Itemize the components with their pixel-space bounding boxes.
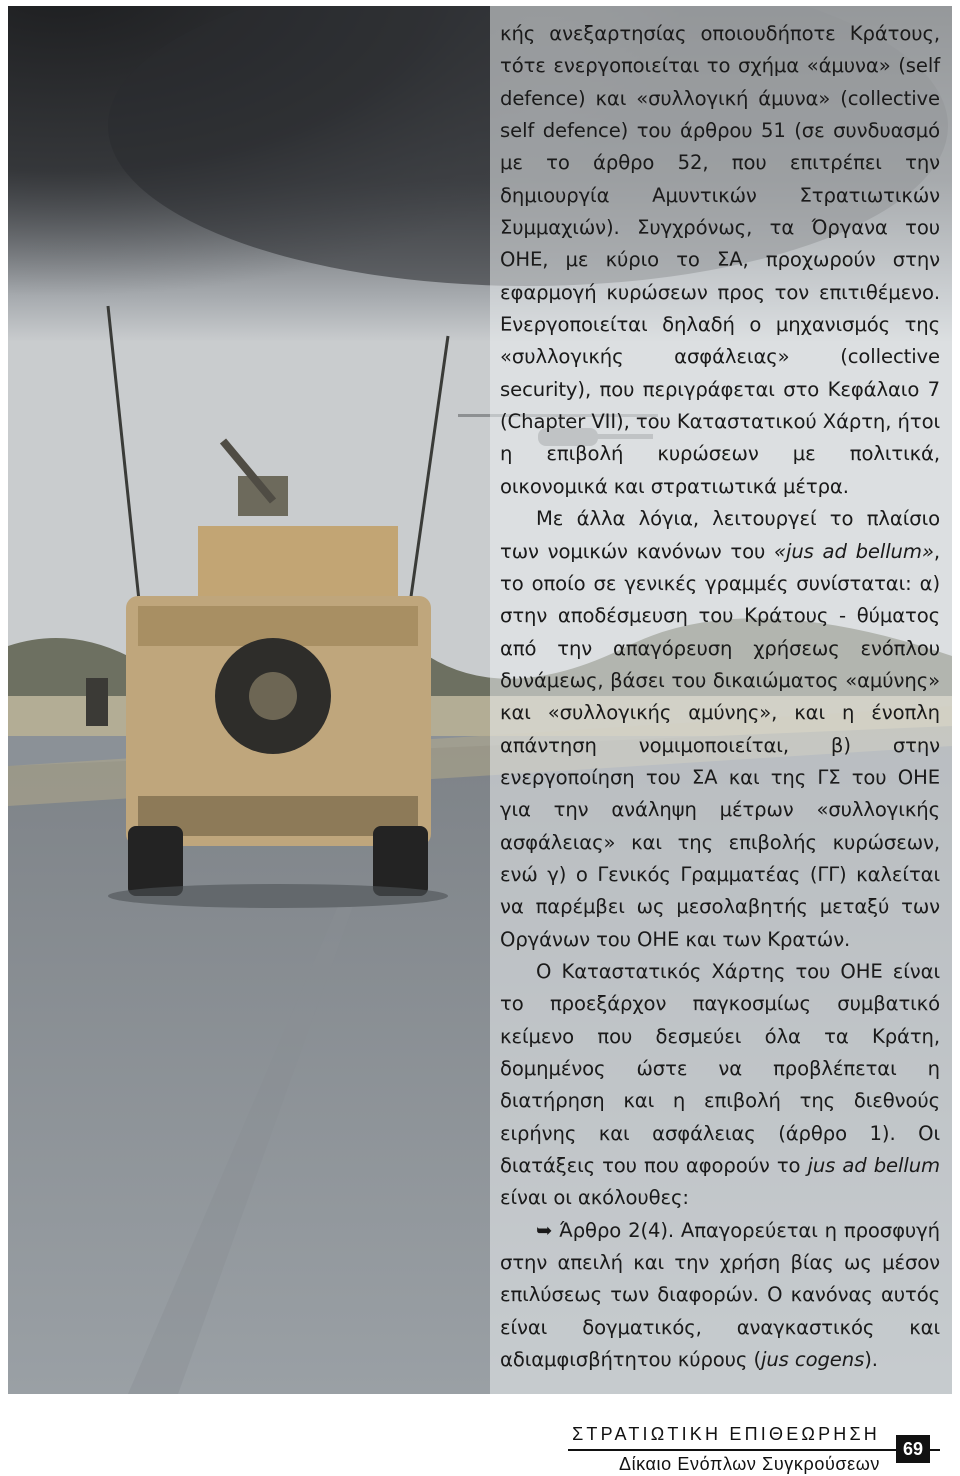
- footer-rule: [568, 1449, 940, 1451]
- page-footer: [500, 1418, 940, 1476]
- paragraph-3: Ο Καταστατικός Χάρτης του ΟΗΕ είναι το προεξάρχον παγκοσμίως συμβατικό κείμενο που δεσμεύει όλα τα Κράτη, δομημένος ώστε να προβλέπεται η διατήρηση και η επιβολή της διεθνούς ειρήνης και ασφάλειας (άρθρο 1). Οι διατάξεις του που αφορούν το jus ad bellum είναι οι ακόλουθες:: [500, 959, 940, 1210]
- bullet-article-2-4: ➥ Άρθρο 2(4). Απαγορεύεται η προσφυγή στην απειλή και την χρήση βίας ως μέσον επιλύσεως των διαφορών. Ο κανόνας αυτός είναι δογματικός, αναγκαστικός και αδιαμφισβήτητου κύρους (jus cogens).: [500, 1218, 940, 1372]
- section-subtitle: Δίκαιο Ενόπλων Συγκρούσεων: [618, 1454, 880, 1474]
- page-number: 69: [896, 1435, 930, 1463]
- magazine-title: ΣΤΡΑΤΙΩΤΙΚΗ ΕΠΙΘΕΩΡΗΣΗ: [572, 1424, 880, 1444]
- paragraph-2: Με άλλα λόγια, λειτουργεί το πλαίσιο των νομικών κανόνων του «jus ad bellum», το οποίο σε γενικές γραμμές συνίσταται: α) στην αποδέσμευση του Κράτους - θύματος από την απαγόρευση χρήσεως ενόπλου δυνάμεως, βάσει του δικαιώματος «αμύνης» και «συλλογικής αμύνης», και η ένοπλη απάντηση νομιμοποιείται, β) στην ενεργοποίηση του ΣΑ και της ΓΣ του ΟΗΕ για την ανάληψη μέτρων «συλλογικής ασφάλειας» και της επιβολής κυρώσεων, ενώ γ) ο Γενικός Γραμματέας (ΓΓ) καλείται να παρέμβει ως μεσολαβητής μεταξύ των Οργάνων του ΟΗΕ και των Κρατών.: [500, 507, 940, 951]
- paragraph-1: κής ανεξαρτησίας οποιουδήποτε Κράτους, τότε ενεργοποιείται το σχήμα «άμυνα» (self defence) και «συλλογική άμυνα» (collective self defence) του άρθρου 51 (σε συνδυασμό με το άρθρο 52, που επιτρέπει την δημιουργία Αμυντικών Στρατιωτικών Συμμαχιών). Συγχρόνως, τα Όργανα του ΟΗΕ, με κύριο το ΣΑ, προχωρούν στην εφαρμογή κυρώσεων προς τον επιτιθέμενο. Ενεργοποιείται δηλαδή ο μηχανισμός της «συλλογικής ασφάλειας» (collective security), που περιγράφεται στο Κεφάλαιο 7 (Chapter VII), του Καταστατικού Χάρτη, ήτοι η επιβολή κυρώσεων με πολιτικά, οικονομικά και στρατιωτικά μέτρα.: [500, 22, 940, 498]
- article-body: [500, 18, 940, 1376]
- arrow-bullet-icon: ➥: [536, 1218, 553, 1242]
